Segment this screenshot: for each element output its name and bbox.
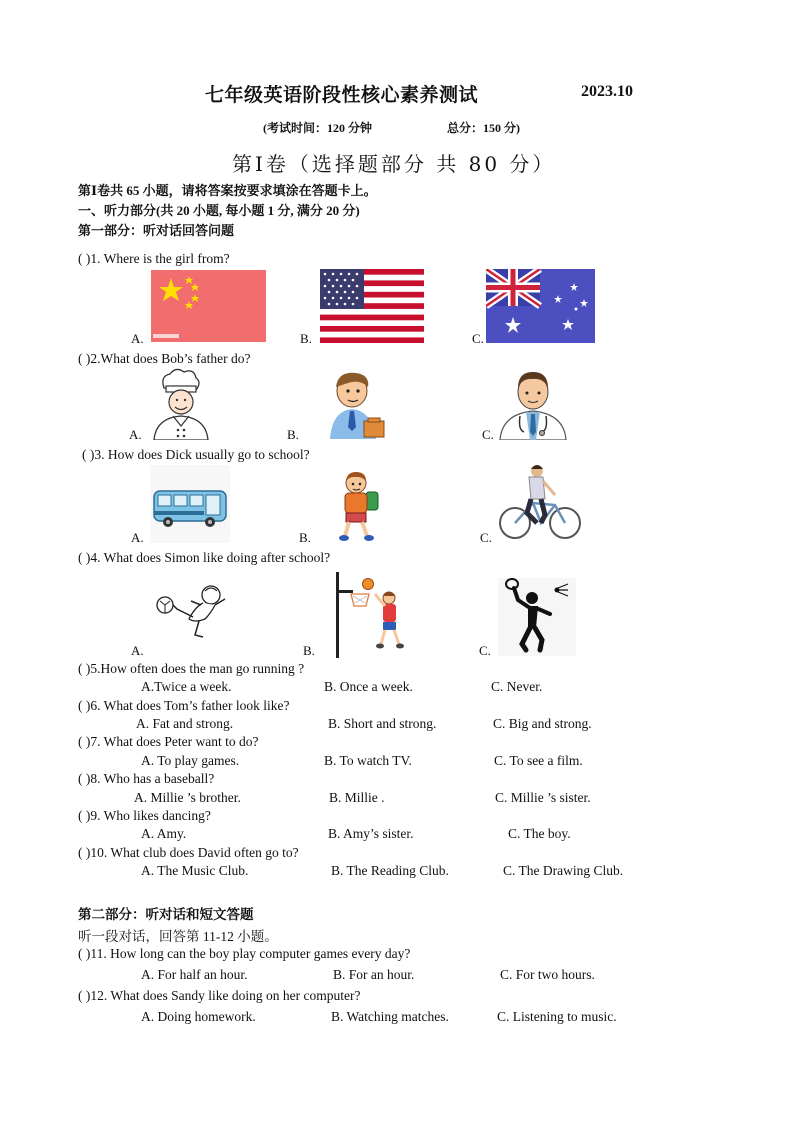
answer-blank[interactable]: ( ) [78, 845, 91, 860]
question-row [78, 661, 304, 677]
answer-blank[interactable]: ( ) [78, 550, 91, 565]
option-b[interactable]: B. Watching matches. [331, 1009, 449, 1024]
option-label-c: C. [480, 530, 492, 545]
answer-blank[interactable]: ( ) [78, 661, 91, 676]
badminton-player-image[interactable] [498, 578, 576, 656]
paper-note: 第Ⅰ卷共 65 小题，请将答案按要求填涂在答题卡上。 [78, 183, 377, 198]
question-row [78, 988, 360, 1004]
answer-blank[interactable]: ( ) [78, 351, 91, 366]
answer-blank[interactable]: ( ) [78, 988, 91, 1003]
option-a[interactable]: A. Amy. [141, 826, 187, 841]
bus-image[interactable] [150, 465, 230, 543]
cyclist-image[interactable] [497, 461, 583, 545]
option-c[interactable]: C. The Drawing Club. [503, 863, 624, 878]
option-b[interactable]: B. The Reading Club. [331, 863, 449, 878]
option-label-b: B. [299, 530, 311, 545]
question-row [78, 734, 258, 750]
question-row [78, 251, 230, 267]
question-text: 8. Who has a baseball? [90, 771, 215, 786]
option-c[interactable]: C. Listening to music. [497, 1009, 617, 1024]
option-a[interactable]: A. Doing homework. [141, 1009, 256, 1024]
question-text: 2.What does Bob’s father do? [90, 351, 251, 366]
doctor-image[interactable] [498, 366, 568, 440]
australia-flag-image[interactable] [486, 269, 595, 343]
option-label-c: C. [479, 643, 491, 658]
question-row [78, 351, 250, 367]
answer-blank[interactable]: ( ) [78, 771, 91, 786]
option-a[interactable]: A. Millie ’s brother. [134, 790, 241, 805]
question-text: 1. Where is the girl from? [90, 251, 230, 266]
option-b[interactable]: B. For an hour. [333, 967, 415, 982]
answer-blank[interactable]: ( ) [82, 447, 95, 462]
option-c[interactable]: C. The boy. [508, 826, 571, 841]
usa-flag-image[interactable] [320, 269, 424, 343]
option-label-a: A. [131, 331, 144, 346]
option-label-b: B. [287, 427, 299, 442]
question-text: 9. Who likes dancing? [90, 808, 211, 823]
option-a[interactable]: A. Fat and strong. [136, 716, 234, 731]
part2-instruction: 听一段对话，回答第 11-12 小题。 [78, 929, 278, 944]
option-label-c: C. [472, 331, 484, 346]
question-row [78, 946, 410, 962]
answer-blank[interactable]: ( ) [78, 698, 91, 713]
walking-boy-image[interactable] [333, 470, 383, 544]
option-label-a: A. [131, 643, 144, 658]
exam-score-info: 总分：150 分) [447, 121, 520, 135]
question-text: 6. What does Tom’s father look like? [90, 698, 290, 713]
option-label-b: B. [300, 331, 312, 346]
question-text: 4. What does Simon like doing after school? [90, 550, 331, 565]
question-row [78, 550, 330, 566]
football-player-image[interactable] [155, 583, 230, 641]
part2-title: 第二部分：听对话和短文答题 [78, 907, 254, 922]
option-label-a: A. [131, 530, 144, 545]
question-row [78, 771, 214, 787]
section-title: 一、听力部分(共 20 小题, 每小题 1 分, 满分 20 分) [78, 203, 360, 218]
option-a[interactable]: A. To play games. [141, 753, 240, 768]
question-row [78, 808, 211, 824]
answer-blank[interactable]: ( ) [78, 808, 91, 823]
option-a[interactable]: A. The Music Club. [141, 863, 249, 878]
question-row [78, 845, 299, 861]
chef-image[interactable] [146, 368, 216, 440]
answer-blank[interactable]: ( ) [78, 734, 91, 749]
paper-title: 第Ⅰ卷（选择题部分 共 80 分） [232, 152, 556, 176]
office-worker-image[interactable] [324, 369, 388, 439]
option-c[interactable]: C. Never. [491, 679, 543, 694]
question-text: 11. How long can the boy play computer games every day? [90, 946, 411, 961]
question-row [78, 698, 290, 714]
question-text: 7. What does Peter want to do? [90, 734, 259, 749]
answer-blank[interactable]: ( ) [78, 946, 91, 961]
exam-time-info: (考试时间：120 分钟 [263, 121, 372, 135]
option-a[interactable]: A.Twice a week. [141, 679, 232, 694]
answer-blank[interactable]: ( ) [78, 251, 91, 266]
exam-title: 七年级英语阶段性核心素养测试 [205, 85, 479, 106]
china-flag-image[interactable] [151, 270, 266, 342]
question-text: 3. How does Dick usually go to school? [94, 447, 310, 462]
option-label-a: A. [129, 427, 142, 442]
question-text: 5.How often does the man go running ? [90, 661, 305, 676]
option-b[interactable]: B. Once a week. [324, 679, 413, 694]
option-b[interactable]: B. Amy’s sister. [328, 826, 414, 841]
option-c[interactable]: C. Millie ’s sister. [495, 790, 591, 805]
option-b[interactable]: B. Short and strong. [328, 716, 437, 731]
option-c[interactable]: C. Big and strong. [493, 716, 592, 731]
question-text: 10. What club does David often go to? [90, 845, 299, 860]
option-c[interactable]: C. To see a film. [494, 753, 583, 768]
option-b[interactable]: B. Millie . [329, 790, 385, 805]
option-b[interactable]: B. To watch TV. [324, 753, 412, 768]
part1-title: 第一部分：听对话回答问题 [78, 223, 235, 238]
question-row [82, 447, 310, 463]
exam-date: 2023.10 [581, 83, 633, 100]
option-c[interactable]: C. For two hours. [500, 967, 595, 982]
option-label-b: B. [303, 643, 315, 658]
question-text: 12. What does Sandy like doing on her computer? [90, 988, 361, 1003]
option-a[interactable]: A. For half an hour. [141, 967, 248, 982]
option-label-c: C. [482, 427, 494, 442]
basketball-player-image[interactable] [331, 572, 411, 658]
